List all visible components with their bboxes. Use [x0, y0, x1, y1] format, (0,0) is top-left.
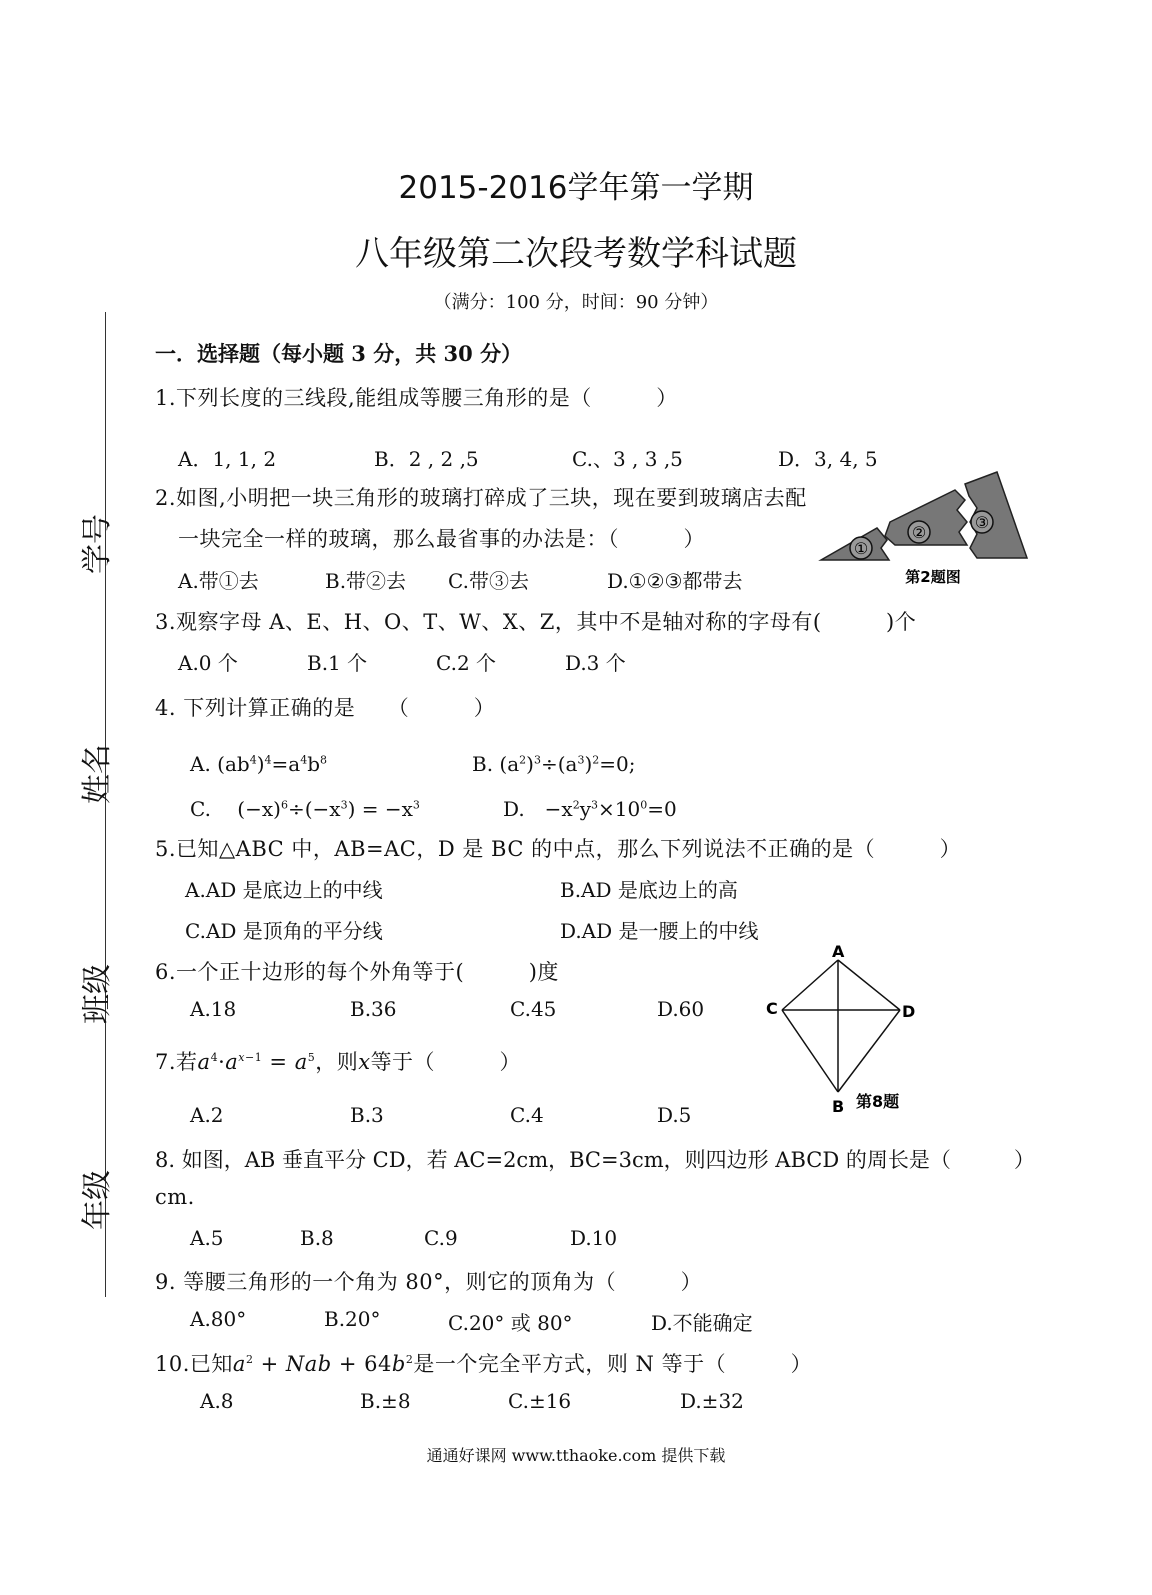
q7-option-b: B.3: [350, 1103, 384, 1127]
page-footer: 通通好课网 www.tthaoke.com 提供下载: [426, 1446, 726, 1465]
q5-option-d: D.AD 是一腰上的中线: [560, 919, 759, 943]
q9-option-c: C.20° 或 80°: [448, 1311, 573, 1335]
q2-figure-caption: 第2题图: [905, 568, 961, 586]
q10-stem: 10.已知$a^2$ + Nab + $64b^2$是一个完全平方式，则 N 等于（ ）: [155, 1352, 813, 1376]
q8-option-c: C.9: [424, 1226, 458, 1250]
q7-stem: 7.若$a^4\cdot a^{x-1} = a^5$，则x等于（ ）: [155, 1050, 522, 1074]
binding-dash-line: [105, 312, 106, 1297]
q4-option-a: A. $(ab^4)^4=a^4b^8$: [190, 752, 327, 776]
q8-stem-line1: 8. 如图，AB 垂直平分 CD，若 AC=2cm，BC=3cm，则四边形 ABCD 的周长是（ ）: [155, 1148, 1035, 1172]
q3-option-c: C.2 个: [436, 651, 497, 675]
q10-option-c: C.±16: [508, 1389, 572, 1413]
q4-option-c: C. $(-x)^6\div(-x^3) = -x^3$: [190, 797, 420, 821]
q4-stem: 4. 下列计算正确的是 （ ）: [155, 696, 496, 720]
q8-figure-kite: [760, 942, 930, 1122]
q4-option-d: D. $-x^2y^3\times 10^0=0$: [503, 797, 677, 821]
q6-option-c: C.45: [510, 997, 557, 1021]
q6-option-a: A.18: [190, 997, 237, 1021]
section-heading: 一．选择题（每小题 3 分，共 30 分）: [155, 341, 523, 366]
q5-option-b: B.AD 是底边上的高: [560, 878, 738, 902]
q9-option-d: D.不能确定: [651, 1311, 753, 1335]
q3-option-b: B.1 个: [307, 651, 368, 675]
q7-option-c: C.4: [510, 1103, 544, 1127]
q9-option-b: B.20°: [324, 1307, 381, 1331]
q5-option-c: C.AD 是顶角的平分线: [185, 919, 383, 943]
q9-stem: 9. 等腰三角形的一个角为 80°，则它的顶角为（ ）: [155, 1270, 703, 1294]
q4-option-b: B. $(a^2)^3\div(a^3)^2=0$;: [472, 752, 636, 776]
q8-option-b: B.8: [300, 1226, 334, 1250]
q6-option-d: D.60: [657, 997, 705, 1021]
q1-option-a: A．1, 1, 2: [178, 447, 277, 471]
q2-figure-broken-glass: [815, 470, 1035, 590]
q10-option-b: B.±8: [360, 1389, 411, 1413]
q2-option-b: B.带②去: [325, 569, 407, 593]
q1-option-b: B．2 , 2 ,5: [374, 447, 479, 471]
binding-label-grade: 年级: [80, 1170, 115, 1230]
q10-option-a: A.8: [200, 1389, 234, 1413]
glass-label-2: ②: [911, 523, 927, 542]
exam-subtitle: （满分：100 分，时间：90 分钟）: [433, 292, 719, 313]
q8-stem-line2: cm.: [155, 1185, 195, 1209]
q1-option-d: D．3, 4, 5: [778, 447, 878, 471]
q5-stem: 5.已知△ABC 中，AB=AC，D 是 BC 的中点，那么下列说法不正确的是（ ）: [155, 837, 962, 861]
q3-option-d: D.3 个: [565, 651, 626, 675]
q5-option-a: A.AD 是底边上的中线: [185, 878, 383, 902]
q3-stem: 3.观察字母 A、E、H、O、T、W、X、Z，其中不是轴对称的字母有( )个: [155, 610, 917, 634]
q3-option-a: A.0 个: [178, 651, 238, 675]
q2-stem-line2: 一块完全一样的玻璃，那么最省事的办法是：（ ）: [178, 527, 705, 551]
exam-title-year: 2015-2016学年第一学期: [398, 170, 754, 206]
q1-stem: 1.下列长度的三线段,能组成等腰三角形的是（ ）: [155, 386, 678, 410]
binding-label-name: 姓名: [80, 744, 115, 804]
kite-label-c: C: [766, 999, 778, 1018]
q2-option-d: D.①②③都带去: [607, 569, 743, 593]
q2-option-c: C.带③去: [448, 569, 529, 593]
glass-label-1: ①: [853, 539, 869, 558]
kite-label-a: A: [832, 942, 845, 961]
q7-option-a: A.2: [190, 1103, 224, 1127]
q1-option-c: C.、3 , 3 ,5: [572, 447, 683, 471]
kite-label-b: B: [832, 1097, 845, 1116]
q10-option-d: D.±32: [680, 1389, 744, 1413]
binding-label-student-id: 学号: [80, 514, 115, 574]
q8-figure-caption: 第8题: [856, 1092, 900, 1111]
q8-option-d: D.10: [570, 1226, 618, 1250]
binding-label-class: 班级: [80, 964, 115, 1024]
glass-label-3: ③: [974, 513, 990, 532]
q2-option-a: A.带①去: [178, 569, 259, 593]
q8-option-a: A.5: [190, 1226, 224, 1250]
q7-option-d: D.5: [657, 1103, 692, 1127]
exam-title: 八年级第二次段考数学科试题: [355, 234, 797, 274]
q9-option-a: A.80°: [190, 1307, 247, 1331]
q6-stem: 6.一个正十边形的每个外角等于( )度: [155, 960, 559, 984]
q6-option-b: B.36: [350, 997, 397, 1021]
q2-stem-line1: 2.如图,小明把一块三角形的玻璃打碎成了三块，现在要到玻璃店去配: [155, 486, 807, 510]
kite-label-d: D: [902, 1002, 916, 1021]
